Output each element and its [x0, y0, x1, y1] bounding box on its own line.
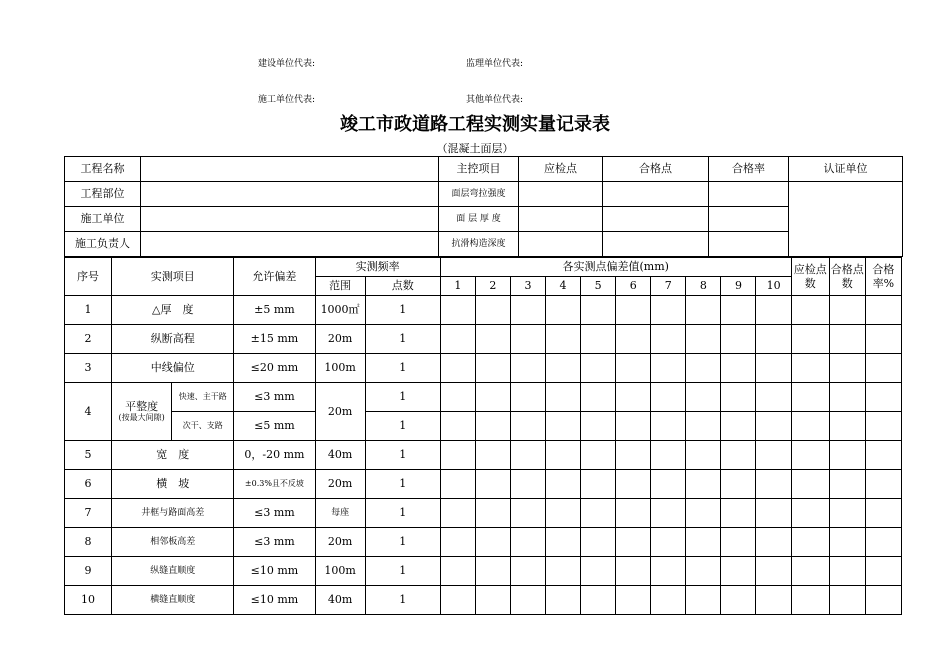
dev-cell[interactable] — [440, 586, 475, 615]
dev-cell[interactable] — [721, 325, 756, 354]
pass-points-cell[interactable] — [829, 354, 865, 383]
pass-rate-cell[interactable] — [865, 499, 901, 528]
dev-cell[interactable] — [546, 586, 581, 615]
pass-rate-cell[interactable] — [865, 557, 901, 586]
row-item: 纵断高程 — [112, 325, 234, 354]
dev-cell[interactable] — [475, 383, 510, 412]
dev-cell[interactable] — [510, 586, 545, 615]
control-cell[interactable] — [603, 232, 709, 257]
dev-cell[interactable] — [440, 325, 475, 354]
row-subitem: 次干、支路 — [172, 412, 234, 441]
row-subitem: 快速、主干路 — [172, 383, 234, 412]
dev-cell[interactable] — [756, 325, 791, 354]
row-range: 40m — [315, 441, 365, 470]
dev-cell[interactable] — [510, 528, 545, 557]
dev-cell[interactable] — [581, 499, 616, 528]
row-points: 1 — [365, 325, 440, 354]
dev-cell[interactable] — [616, 441, 651, 470]
tolerance-header: 允许偏差 — [234, 258, 315, 296]
certifying-unit-label: 认证单位 — [789, 157, 903, 182]
pass-points-cell[interactable] — [829, 412, 865, 441]
dev-cell[interactable] — [581, 412, 616, 441]
project-part-value[interactable] — [141, 182, 439, 207]
table-row — [65, 586, 902, 615]
row-points: 1 — [365, 557, 440, 586]
dev-cell[interactable] — [616, 354, 651, 383]
dev-cell[interactable] — [721, 499, 756, 528]
control-cell[interactable] — [709, 232, 789, 257]
row-tolerance: ≤3 mm — [234, 383, 315, 412]
dev-cell[interactable] — [686, 528, 721, 557]
row-tolerance: ≤3 mm — [234, 499, 315, 528]
row-no: 8 — [65, 528, 112, 557]
table-row — [65, 354, 902, 383]
pass-rate-cell[interactable] — [865, 296, 901, 325]
dev-cell[interactable] — [651, 586, 686, 615]
dev-cell[interactable] — [546, 528, 581, 557]
row-no: 3 — [65, 354, 112, 383]
dev-cell[interactable] — [475, 557, 510, 586]
dev-cell[interactable] — [510, 296, 545, 325]
dev-cell[interactable] — [756, 354, 791, 383]
pass-points-header: 合格点数 — [829, 258, 865, 296]
flatness-label: 平整度 — [125, 400, 159, 414]
project-part-label: 工程部位 — [65, 182, 141, 207]
dev-cell[interactable] — [651, 441, 686, 470]
row-tolerance: ±15 mm — [234, 325, 315, 354]
dev-cell[interactable] — [616, 586, 651, 615]
certifying-unit-value[interactable] — [789, 182, 903, 257]
row-tolerance: ±0.3%且不反坡 — [234, 470, 315, 499]
dev-cell[interactable] — [440, 528, 475, 557]
table-row — [65, 557, 902, 586]
row-no: 1 — [65, 296, 112, 325]
row-points: 1 — [365, 528, 440, 557]
dev-cell[interactable] — [721, 586, 756, 615]
row-item: 中线偏位 — [112, 354, 234, 383]
page-subtitle: （混凝土面层） — [436, 142, 514, 155]
dev-cell[interactable] — [546, 441, 581, 470]
should-check-label: 应检点 — [519, 157, 603, 182]
row-no: 5 — [65, 441, 112, 470]
control-cell[interactable] — [709, 182, 789, 207]
control-cell[interactable] — [603, 182, 709, 207]
dev-cell[interactable] — [721, 557, 756, 586]
dev-cell[interactable] — [546, 296, 581, 325]
dev-cell[interactable] — [510, 557, 545, 586]
dev-cell[interactable] — [686, 441, 721, 470]
pass-rate-cell[interactable] — [865, 354, 901, 383]
project-name-value[interactable] — [141, 157, 439, 182]
row-no: 6 — [65, 470, 112, 499]
frequency-header: 实测频率 — [315, 258, 440, 277]
table-row — [65, 325, 902, 354]
other-rep-label: 其他单位代表: — [466, 95, 524, 105]
row-range: 20m — [315, 325, 365, 354]
pass-rate-cell[interactable] — [865, 470, 901, 499]
control-item-thickness: 面 层 厚 度 — [439, 207, 519, 232]
construction-unit-label: 施工单位 — [65, 207, 141, 232]
dev-cell[interactable] — [686, 557, 721, 586]
dev-cell[interactable] — [440, 557, 475, 586]
deviation-col-header: 3 — [510, 277, 545, 296]
main-control-label: 主控项目 — [439, 157, 519, 182]
dev-cell[interactable] — [581, 354, 616, 383]
table-row — [65, 383, 902, 412]
row-range: 20m — [315, 528, 365, 557]
dev-cell[interactable] — [581, 383, 616, 412]
row-range: 40m — [315, 586, 365, 615]
pass-rate-cell[interactable] — [865, 412, 901, 441]
row-item — [112, 383, 172, 441]
control-cell[interactable] — [519, 207, 603, 232]
pass-points-cell[interactable] — [829, 296, 865, 325]
dev-cell[interactable] — [756, 441, 791, 470]
project-name-label: 工程名称 — [65, 157, 141, 182]
control-item-flexural: 面层弯拉强度 — [439, 182, 519, 207]
table-row — [65, 441, 902, 470]
should-points-cell[interactable] — [791, 354, 829, 383]
pass-points-cell[interactable] — [829, 499, 865, 528]
dev-cell[interactable] — [651, 325, 686, 354]
qualified-points-label: 合格点 — [603, 157, 709, 182]
dev-cell[interactable] — [616, 528, 651, 557]
row-tolerance: ≤10 mm — [234, 586, 315, 615]
dev-cell[interactable] — [686, 296, 721, 325]
dev-cell[interactable] — [475, 296, 510, 325]
dev-cell[interactable] — [616, 470, 651, 499]
dev-cell[interactable] — [510, 383, 545, 412]
dev-cell[interactable] — [475, 499, 510, 528]
should-points-cell[interactable] — [791, 325, 829, 354]
dev-cell[interactable] — [581, 441, 616, 470]
dev-cell[interactable] — [616, 296, 651, 325]
row-points: 1 — [365, 441, 440, 470]
builder-rep-label: 建设单位代表: — [258, 59, 316, 69]
dev-cell[interactable] — [651, 296, 686, 325]
dev-cell[interactable] — [756, 383, 791, 412]
dev-cell[interactable] — [721, 528, 756, 557]
should-points-cell[interactable] — [791, 412, 829, 441]
dev-cell[interactable] — [651, 528, 686, 557]
dev-cell[interactable] — [440, 383, 475, 412]
control-cell[interactable] — [603, 207, 709, 232]
dev-cell[interactable] — [756, 499, 791, 528]
pass-points-cell[interactable] — [829, 470, 865, 499]
dev-cell[interactable] — [686, 412, 721, 441]
dev-cell[interactable] — [510, 325, 545, 354]
control-cell[interactable] — [519, 232, 603, 257]
row-no: 10 — [65, 586, 112, 615]
dev-cell[interactable] — [510, 412, 545, 441]
dev-cell[interactable] — [721, 354, 756, 383]
control-cell[interactable] — [709, 207, 789, 232]
dev-cell[interactable] — [440, 441, 475, 470]
should-points-header: 应检点数 — [791, 258, 829, 296]
dev-cell[interactable] — [651, 354, 686, 383]
row-item: 井框与路面高差 — [112, 499, 234, 528]
row-no: 2 — [65, 325, 112, 354]
table-row — [65, 296, 902, 325]
pass-rate-cell[interactable] — [865, 528, 901, 557]
row-item: 纵缝直顺度 — [112, 557, 234, 586]
pass-points-cell[interactable] — [829, 557, 865, 586]
dev-cell[interactable] — [581, 296, 616, 325]
dev-cell[interactable] — [686, 383, 721, 412]
dev-cell[interactable] — [651, 557, 686, 586]
dev-cell[interactable] — [440, 296, 475, 325]
dev-cell[interactable] — [721, 470, 756, 499]
dev-cell[interactable] — [581, 586, 616, 615]
range-header: 范围 — [315, 277, 365, 296]
deviation-col-header: 9 — [721, 277, 756, 296]
pass-points-cell[interactable] — [829, 383, 865, 412]
points-header: 点数 — [365, 277, 440, 296]
dev-cell[interactable] — [651, 499, 686, 528]
pass-rate-cell[interactable] — [865, 441, 901, 470]
dev-cell[interactable] — [581, 528, 616, 557]
deviation-header: 各实测点偏差值(mm) — [440, 258, 791, 277]
should-points-cell[interactable] — [791, 470, 829, 499]
pass-points-cell[interactable] — [829, 325, 865, 354]
dev-cell[interactable] — [616, 557, 651, 586]
measurement-table — [64, 257, 902, 615]
dev-cell[interactable] — [510, 354, 545, 383]
row-no: 4 — [65, 383, 112, 441]
construction-unit-value[interactable] — [141, 207, 439, 232]
row-points: 1 — [365, 354, 440, 383]
dev-cell[interactable] — [581, 325, 616, 354]
should-points-cell[interactable] — [791, 383, 829, 412]
row-range: 每座 — [315, 499, 365, 528]
deviation-col-header: 4 — [546, 277, 581, 296]
dev-cell[interactable] — [651, 470, 686, 499]
construction-lead-label: 施工负责人 — [65, 232, 141, 257]
project-info-table — [64, 156, 903, 257]
dev-cell[interactable] — [440, 499, 475, 528]
should-points-cell[interactable] — [791, 586, 829, 615]
dev-cell[interactable] — [510, 499, 545, 528]
row-tolerance: ±5 mm — [234, 296, 315, 325]
dev-cell[interactable] — [440, 470, 475, 499]
row-range: 20m — [315, 383, 365, 441]
row-no: 9 — [65, 557, 112, 586]
deviation-col-header: 7 — [651, 277, 686, 296]
deviation-col-header: 6 — [616, 277, 651, 296]
row-tolerance: ≤3 mm — [234, 528, 315, 557]
dev-cell[interactable] — [756, 470, 791, 499]
dev-cell[interactable] — [546, 499, 581, 528]
pass-rate-header: 合格率% — [865, 258, 901, 296]
flatness-note: (按最大间隙) — [118, 413, 165, 423]
dev-cell[interactable] — [686, 354, 721, 383]
pass-rate-cell[interactable] — [865, 383, 901, 412]
control-item-skid: 抗滑构造深度 — [439, 232, 519, 257]
row-item: 相邻板高差 — [112, 528, 234, 557]
dev-cell[interactable] — [510, 470, 545, 499]
dev-cell[interactable] — [756, 557, 791, 586]
dev-cell[interactable] — [475, 441, 510, 470]
row-tolerance: 0，-20 mm — [234, 441, 315, 470]
dev-cell[interactable] — [546, 412, 581, 441]
dev-cell[interactable] — [581, 470, 616, 499]
dev-cell[interactable] — [475, 325, 510, 354]
row-item: 横 坡 — [112, 470, 234, 499]
row-points: 1 — [365, 383, 440, 412]
dev-cell[interactable] — [581, 557, 616, 586]
dev-cell[interactable] — [756, 586, 791, 615]
row-item: △厚 度 — [112, 296, 234, 325]
should-points-cell[interactable] — [791, 499, 829, 528]
table-row — [65, 470, 902, 499]
deviation-col-header: 8 — [686, 277, 721, 296]
pass-rate-cell[interactable] — [865, 586, 901, 615]
seq-header: 序号 — [65, 258, 112, 296]
row-item: 宽 度 — [112, 441, 234, 470]
construction-lead-value[interactable] — [141, 232, 439, 257]
row-tolerance: ≤10 mm — [234, 557, 315, 586]
deviation-col-header: 10 — [756, 277, 791, 296]
pass-points-cell[interactable] — [829, 586, 865, 615]
supervisor-rep-label: 监理单位代表: — [466, 59, 524, 69]
dev-cell[interactable] — [651, 383, 686, 412]
dev-cell[interactable] — [616, 499, 651, 528]
pass-rate-cell[interactable] — [865, 325, 901, 354]
row-points: 1 — [365, 296, 440, 325]
dev-cell[interactable] — [686, 325, 721, 354]
dev-cell[interactable] — [756, 296, 791, 325]
dev-cell[interactable] — [721, 383, 756, 412]
dev-cell[interactable] — [756, 412, 791, 441]
dev-cell[interactable] — [475, 470, 510, 499]
dev-cell[interactable] — [721, 296, 756, 325]
dev-cell[interactable] — [475, 412, 510, 441]
page-title: 竣工市政道路工程实测实量记录表 — [340, 114, 610, 135]
dev-cell[interactable] — [440, 412, 475, 441]
dev-cell[interactable] — [616, 412, 651, 441]
dev-cell[interactable] — [721, 441, 756, 470]
table-row — [65, 499, 902, 528]
row-points: 1 — [365, 499, 440, 528]
row-points: 1 — [365, 470, 440, 499]
dev-cell[interactable] — [475, 354, 510, 383]
row-range: 100m — [315, 557, 365, 586]
should-points-cell[interactable] — [791, 441, 829, 470]
pass-rate-label: 合格率 — [709, 157, 789, 182]
dev-cell[interactable] — [686, 470, 721, 499]
deviation-col-header: 5 — [581, 277, 616, 296]
dev-cell[interactable] — [756, 528, 791, 557]
row-no: 7 — [65, 499, 112, 528]
dev-cell[interactable] — [686, 499, 721, 528]
deviation-col-header: 2 — [475, 277, 510, 296]
row-tolerance: ≤5 mm — [234, 412, 315, 441]
dev-cell[interactable] — [546, 470, 581, 499]
row-item: 横缝直顺度 — [112, 586, 234, 615]
dev-cell[interactable] — [440, 354, 475, 383]
contractor-rep-label: 施工单位代表: — [258, 95, 316, 105]
table-row — [65, 412, 902, 441]
pass-points-cell[interactable] — [829, 441, 865, 470]
dev-cell[interactable] — [546, 383, 581, 412]
should-points-cell[interactable] — [791, 557, 829, 586]
dev-cell[interactable] — [546, 354, 581, 383]
dev-cell[interactable] — [510, 441, 545, 470]
table-row — [65, 528, 902, 557]
dev-cell[interactable] — [475, 528, 510, 557]
pass-points-cell[interactable] — [829, 528, 865, 557]
control-cell[interactable] — [519, 182, 603, 207]
dev-cell[interactable] — [546, 325, 581, 354]
should-points-cell[interactable] — [791, 296, 829, 325]
row-points: 1 — [365, 586, 440, 615]
should-points-cell[interactable] — [791, 528, 829, 557]
row-points: 1 — [365, 412, 440, 441]
row-range: 1000㎡ — [315, 296, 365, 325]
row-tolerance: ≤20 mm — [234, 354, 315, 383]
row-range: 100m — [315, 354, 365, 383]
dev-cell[interactable] — [475, 586, 510, 615]
dev-cell[interactable] — [651, 412, 686, 441]
dev-cell[interactable] — [686, 586, 721, 615]
dev-cell[interactable] — [546, 557, 581, 586]
dev-cell[interactable] — [616, 325, 651, 354]
deviation-col-header: 1 — [440, 277, 475, 296]
dev-cell[interactable] — [616, 383, 651, 412]
row-range: 20m — [315, 470, 365, 499]
item-header: 实测项目 — [112, 258, 234, 296]
dev-cell[interactable] — [721, 412, 756, 441]
